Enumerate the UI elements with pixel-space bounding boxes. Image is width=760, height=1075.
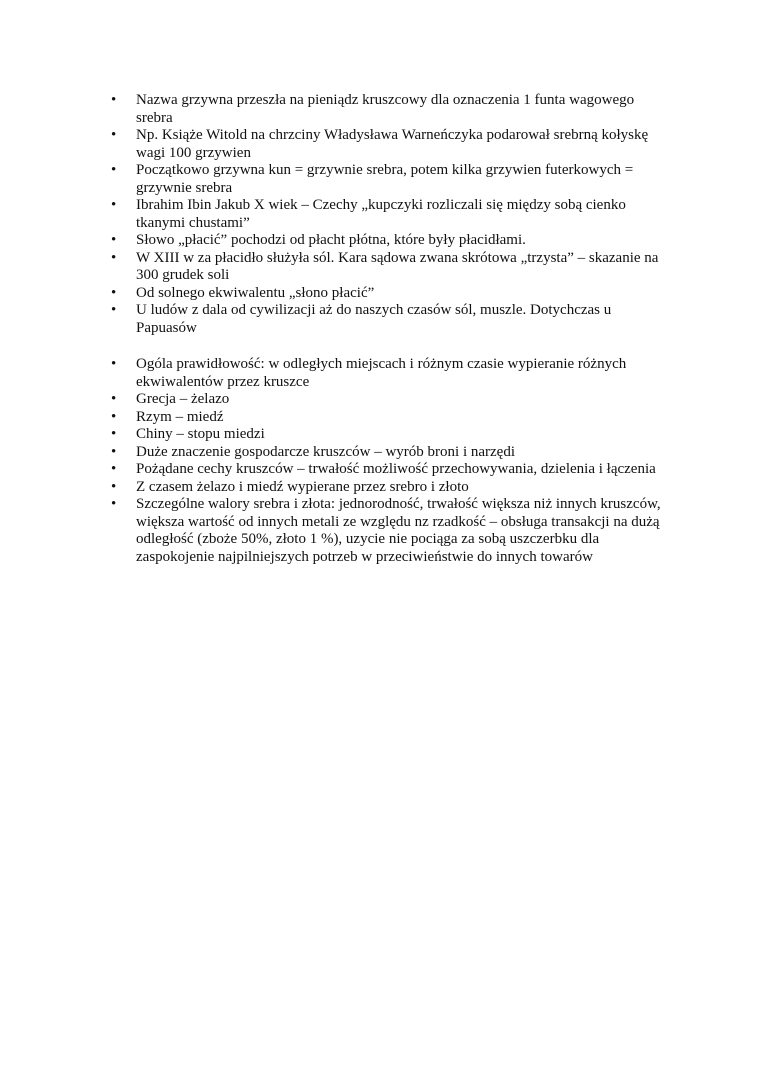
list-item: • Szczególne walory srebra i złota: jednorodność, trwałość większa niż innych kruszców, większa wartość od innych metali ze względu nz rzadkość – obsługa transakcji na dużą odległość (zboże 50%, złoto 1 %), uzycie nie pociąga za sobą uszczerbku dla zaspokojenie najpilniejszych potrzeb w przeciwieństwie do innych towarów	[110, 496, 670, 566]
list-item: • Ibrahim Ibin Jakub X wiek – Czechy „kupczyki rozliczali się między sobą cienko tkanymi chustami”	[110, 197, 670, 232]
list-item: • Słowo „płacić” pochodzi od płacht płótna, które były płacidłami.	[110, 232, 670, 250]
list-item: • Początkowo grzywna kun = grzywnie srebra, potem kilka grzywien futerkowych = grzywnie srebra	[110, 162, 670, 197]
list-item: • Np. Książe Witold na chrzciny Władysława Warneńczyka podarował srebrną kołyskę wagi 100 grzywien	[110, 127, 670, 162]
list-item: • Grecja – żelazo	[110, 391, 670, 409]
list-item: • Pożądane cechy kruszców – trwałość możliwość przechowywania, dzielenia i łączenia	[110, 461, 670, 479]
list-item: • W XIII w za płacidło służyła sól. Kara sądowa zwana skrótowa „trzysta” – skazanie na 300 grudek soli	[110, 250, 670, 285]
list-item: • U ludów z dala od cywilizacji aż do naszych czasów sól, muszle. Dotychczas u Papuasów	[110, 302, 670, 337]
list-item: • Nazwa grzywna przeszła na pieniądz kruszcowy dla oznaczenia 1 funta wagowego srebra	[110, 92, 670, 127]
list-item: • Od solnego ekwiwalentu „słono płacić”	[110, 285, 670, 303]
list-item: • Z czasem żelazo i miedź wypierane przez srebro i złoto	[110, 479, 670, 497]
list-item: • Rzym – miedź	[110, 409, 670, 427]
list-item: • Duże znaczenie gospodarcze kruszców – wyrób broni i narzędi	[110, 444, 670, 462]
list-item: • Ogóla prawidłowość: w odległych miejscach i różnym czasie wypieranie różnych ekwiwalentów przez kruszce	[110, 356, 670, 391]
bullet-list-1	[110, 92, 670, 337]
list-item: • Chiny – stopu miedzi	[110, 426, 670, 444]
bullet-list-2	[110, 356, 670, 566]
